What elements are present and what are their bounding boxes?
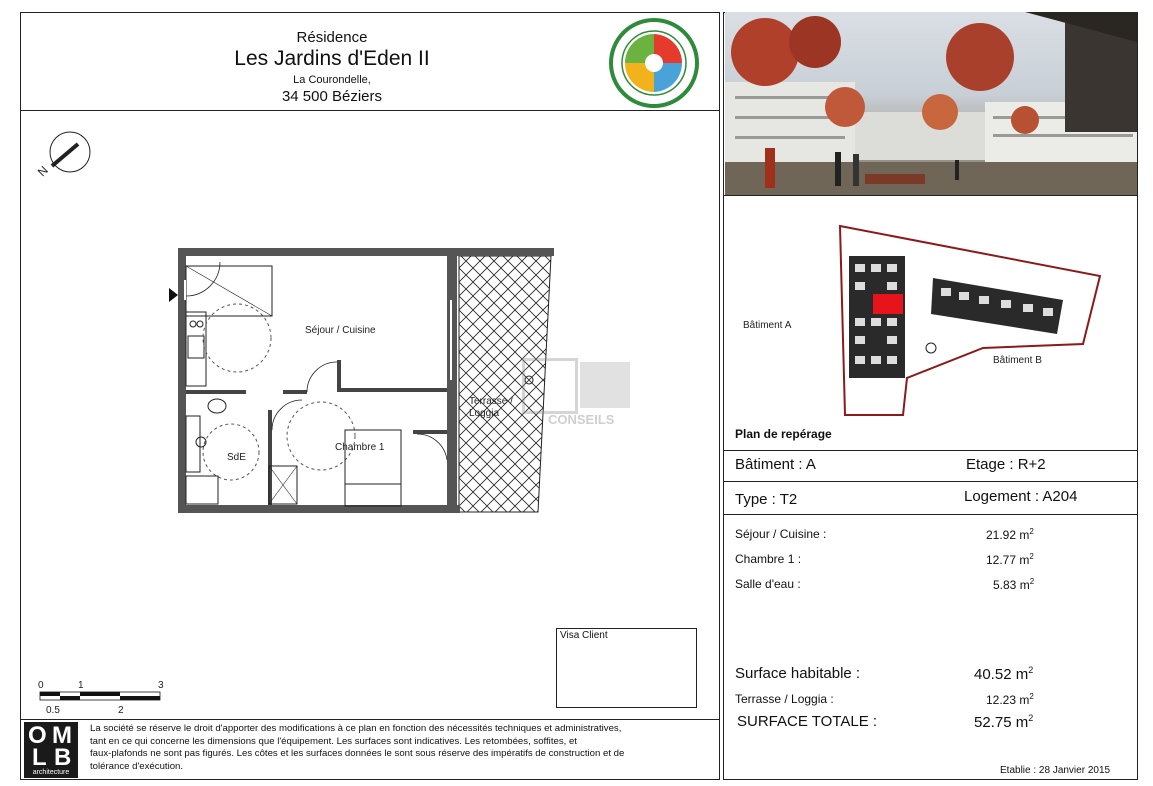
total-value-totale: 52.75 $m^2$ xyxy=(974,713,1034,731)
disclaimer-line: La société se réserve le droit d'apporter des modifications à ce plan en fonction des nécessités techniques et administratives, xyxy=(90,723,622,734)
etage-value: Etage : R+2 xyxy=(966,456,1046,473)
type-value: Type : T2 xyxy=(735,491,798,508)
north-label: N xyxy=(34,163,51,180)
area-value-sde: 5.83 $m^2$ xyxy=(993,577,1035,592)
info-divider-1 xyxy=(723,450,1138,451)
total-label-totale: SURFACE TOTALE : xyxy=(737,713,878,730)
watermark-text: CONSEILS xyxy=(548,412,615,427)
north-arrow-icon xyxy=(34,130,94,180)
disclaimer-line: faux-plafonds ne sont pas figurés. Les côtes et les surfaces données le sont sous réserve des impératifs de construction et de xyxy=(90,748,625,759)
residence-label: Résidence xyxy=(296,29,368,46)
watermark-logo xyxy=(522,358,632,426)
building-a-label: Bâtiment A xyxy=(743,320,792,331)
footer-divider xyxy=(20,719,720,720)
area-value-chambre: 12.77 $m^2$ xyxy=(986,552,1034,567)
scale-label-bottom-05: 0.5 xyxy=(46,705,60,716)
visa-client-box xyxy=(556,628,697,708)
floor-plan xyxy=(165,240,565,520)
logement-value: Logement : A204 xyxy=(964,488,1078,505)
residence-rendering-image xyxy=(725,12,1137,195)
total-value-habitable: 40.52 $m^2$ xyxy=(974,665,1034,683)
area-label-sde: Salle d'eau : xyxy=(735,577,801,591)
building-b-label: Bâtiment B xyxy=(993,355,1042,366)
header-divider xyxy=(20,110,720,111)
visa-client-label: Visa Client xyxy=(560,630,608,641)
total-label-terrasse: Terrasse / Loggia : xyxy=(735,692,834,706)
scale-bar xyxy=(34,678,174,718)
scale-label-bottom-2: 2 xyxy=(118,705,124,716)
date-established: Etablie : 28 Janvier 2015 xyxy=(1000,765,1111,776)
location-plan xyxy=(725,210,1137,420)
room-label-terrasse-1: Terrasse / xyxy=(469,396,513,407)
room-label-sejour: Séjour / Cuisine xyxy=(305,325,376,336)
location-plan-title: Plan de repérage xyxy=(735,427,832,441)
disclaimer-line: tolérance d'exécution. xyxy=(90,760,184,772)
room-label-terrasse-2: Loggia xyxy=(469,408,500,419)
city-address: 34 500 Béziers xyxy=(281,88,383,105)
logo-caption: architecture xyxy=(32,769,70,776)
info-divider-2 xyxy=(723,481,1138,482)
logo-letter-m: M xyxy=(52,722,72,749)
room-label-sde: SdE xyxy=(227,452,246,463)
street-address: La Courondelle, xyxy=(293,74,371,86)
area-label-sejour: Séjour / Cuisine : xyxy=(735,527,827,541)
disclaimer-line: tant en ce qui concerne les dimensions que l'équipement. Les surfaces sont indicatives. Les retombées, soffites, et xyxy=(90,735,577,747)
disclaimer xyxy=(90,723,716,773)
residence-name: Les Jardins d'Eden II xyxy=(234,47,430,70)
area-value-sejour: 21.92 $m^2$ xyxy=(986,527,1034,542)
room-label-chambre: Chambre 1 xyxy=(335,442,385,453)
total-value-terrasse: 12.23 $m^2$ xyxy=(986,692,1034,707)
scale-label-top-3: 3 xyxy=(158,680,164,691)
logo-letter-l: L xyxy=(32,744,47,771)
batiment-value: Bâtiment : A xyxy=(735,456,816,473)
area-label-chambre: Chambre 1 : xyxy=(735,552,802,566)
photo-divider xyxy=(723,195,1138,196)
info-divider-3 xyxy=(723,514,1138,515)
bbc-seal-logo xyxy=(608,18,700,108)
logo-letter-b: B xyxy=(54,744,72,771)
scale-label-top-1: 1 xyxy=(78,680,84,691)
logo-letter-o: O xyxy=(28,722,47,749)
total-label-habitable: Surface habitable : xyxy=(735,665,861,682)
omlb-logo xyxy=(24,722,78,778)
scale-label-top-0: 0 xyxy=(38,680,44,691)
